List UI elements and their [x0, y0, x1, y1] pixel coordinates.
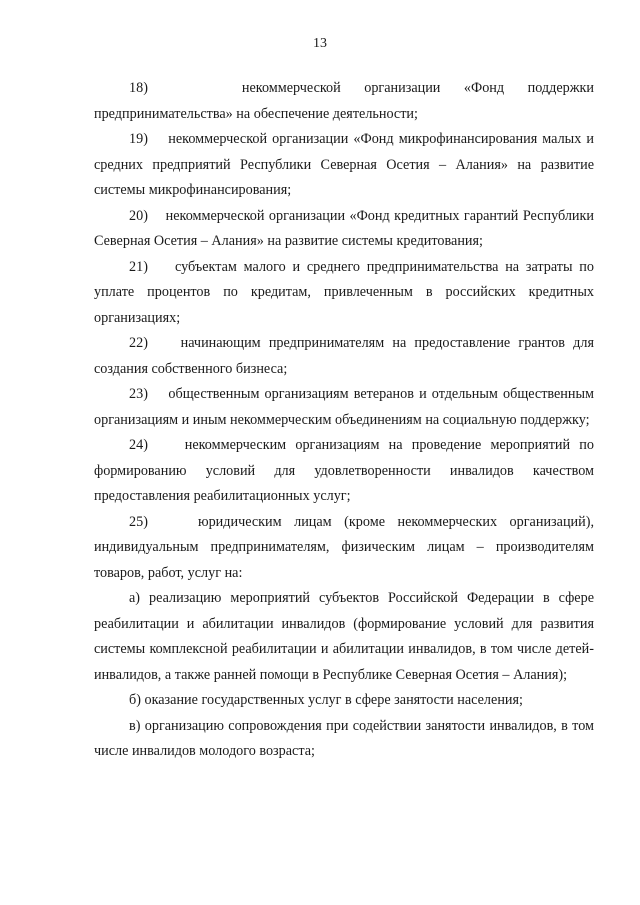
- document-body: [94, 76, 594, 765]
- subparagraph-b: б) оказание государственных услуг в сфере занятости населения;: [129, 692, 523, 708]
- paragraph-item-21: 21) субъектам малого и среднего предпринимательства на затраты по уплате процентов по кредитам, привлеченным в российских кредитных организациях;: [94, 258, 594, 326]
- paragraph-item-20: 20) некоммерческой организации «Фонд кредитных гарантий Республики Северная Осетия – Алания» на развитие системы кредитования;: [94, 207, 594, 249]
- paragraph-item-25: 25) юридическим лицам (кроме некоммерческих организаций), индивидуальным предпринимателям, физическим лицам – производителям товаров, работ, услуг на:: [94, 513, 594, 581]
- paragraph-item-23: 23) общественным организациям ветеранов и отдельным общественным организациям и иным некоммерческим объединениям на социальную поддержку;: [94, 386, 594, 428]
- paragraph-item-19: 19) некоммерческой организации «Фонд микрофинансирования малых и средних предприятий Республики Северная Осетия – Алания» на развитие системы микрофинансирования;: [94, 131, 594, 198]
- page-number: 13: [313, 36, 327, 51]
- subparagraph-v: в) организацию сопровождения при содействии занятости инвалидов, в том числе инвалидов молодого возраста;: [94, 717, 594, 759]
- paragraph-item-22: 22) начинающим предпринимателям на предоставление грантов для создания собственного бизнеса;: [94, 335, 594, 377]
- subparagraph-a: а) реализацию мероприятий субъектов Российской Федерации в сфере реабилитации и абилитации инвалидов (формирование условий для развития системы комплексной реабилитации и абилитации инвалидов, в том числе детей-инвалидов, а также ранней помощи в Республике Северная Осетия – Алания);: [94, 590, 594, 683]
- paragraph-item-18: 18) некоммерческой организации «Фонд поддержки предпринимательства» на обеспечение деятельности;: [94, 80, 594, 122]
- paragraph-item-24: 24) некоммерческим организациям на проведение мероприятий по формированию условий для удовлетворенности инвалидов качеством предоставления реабилитационных услуг;: [94, 437, 594, 504]
